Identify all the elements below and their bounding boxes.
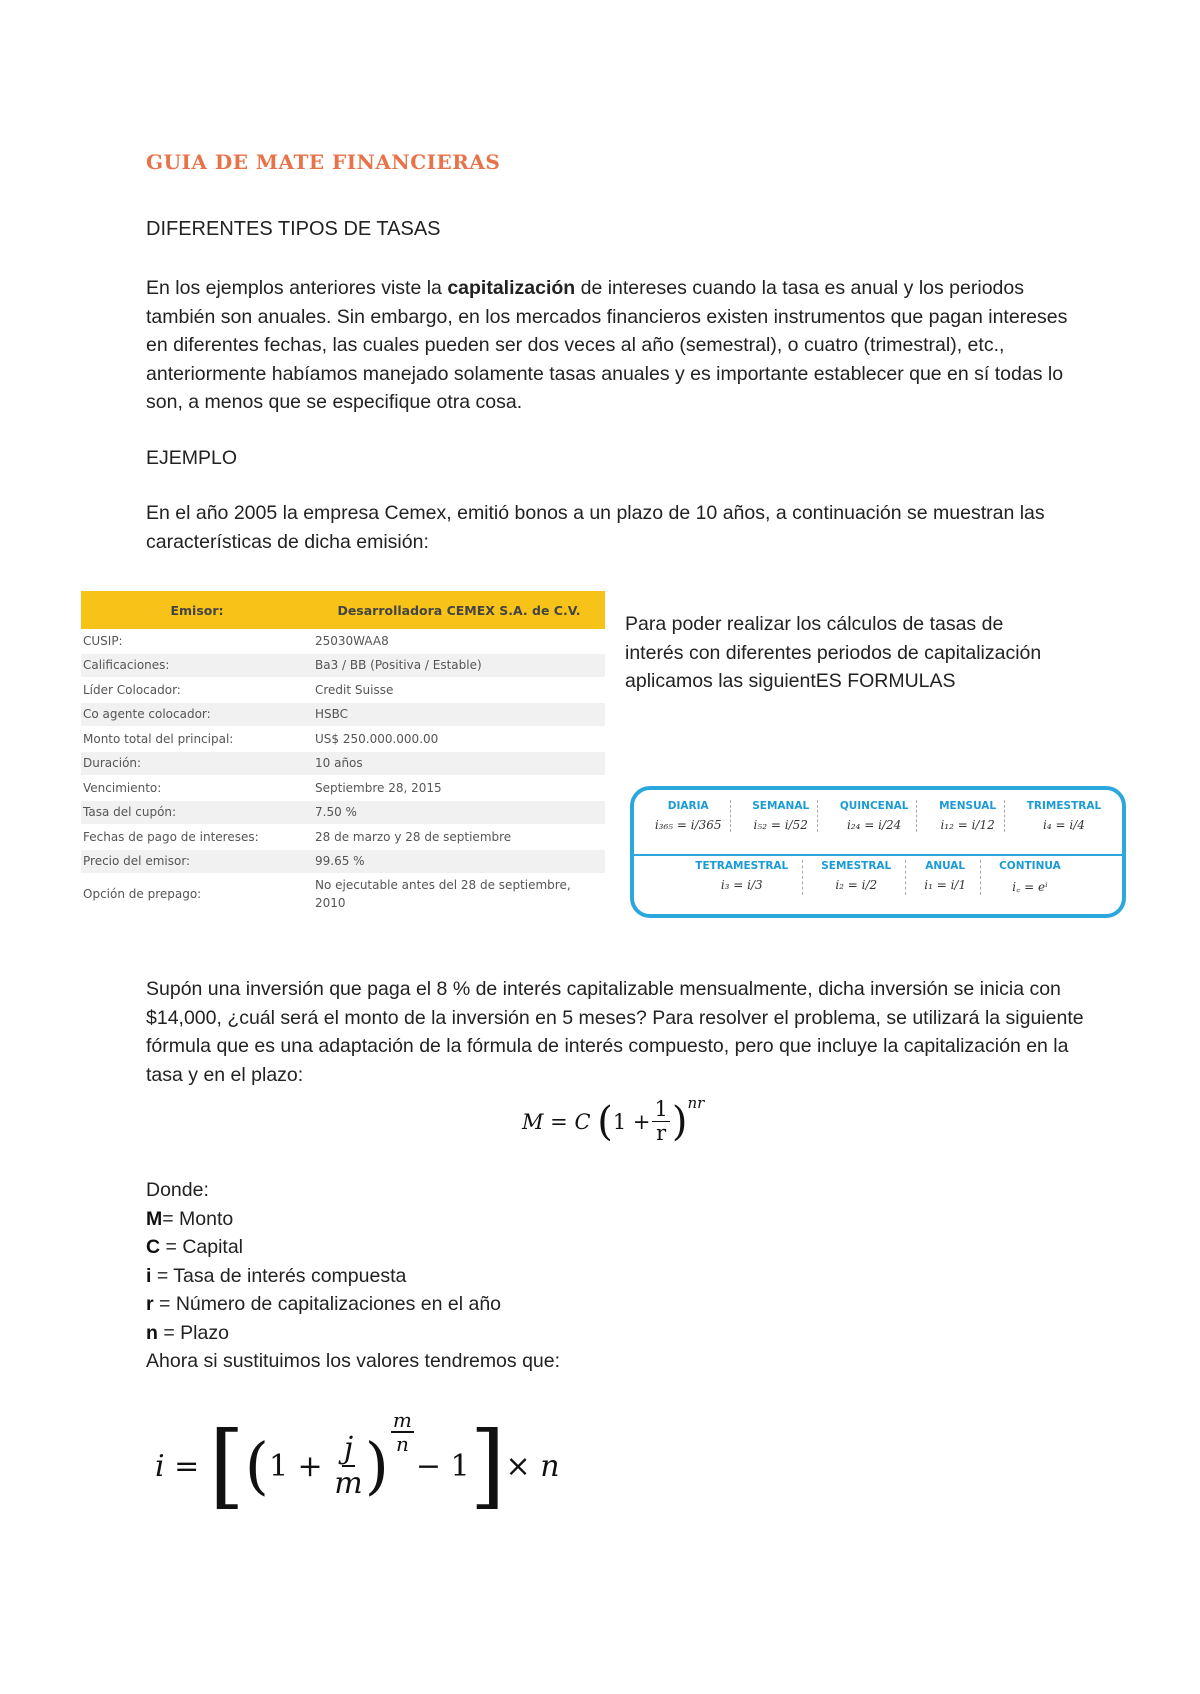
row-value: 99.65 % bbox=[313, 849, 605, 874]
formula-i-lhs: i = bbox=[155, 1448, 200, 1484]
fraction-denominator: r bbox=[656, 1121, 667, 1146]
equivalent-rate-formula bbox=[155, 1408, 560, 1519]
rate-formula: i₂₄ = i/24 bbox=[846, 818, 902, 832]
rate-label: TETRAMESTRAL bbox=[695, 860, 789, 872]
bond-table-header bbox=[81, 591, 605, 629]
fraction-numerator: j bbox=[343, 1431, 354, 1466]
table-row bbox=[81, 825, 605, 850]
row-value: Credit Suisse bbox=[313, 678, 605, 703]
exponent-fraction bbox=[391, 1409, 414, 1455]
row-key: CUSIP: bbox=[81, 629, 313, 653]
formula-i-fraction bbox=[334, 1432, 362, 1500]
table-row bbox=[81, 702, 605, 727]
definitions-list bbox=[146, 1176, 560, 1376]
exponent-numerator: m bbox=[392, 1408, 412, 1432]
definition-symbol: r bbox=[146, 1293, 154, 1315]
rate-cell-continuous bbox=[985, 860, 1075, 895]
right-bracket: ] bbox=[469, 1412, 506, 1519]
rate-label: MENSUAL bbox=[939, 800, 997, 812]
rate-label: ANUAL bbox=[925, 860, 966, 872]
definitions-heading: Donde: bbox=[146, 1179, 209, 1201]
table-row bbox=[81, 678, 605, 703]
formula-lhs: M = C bbox=[522, 1109, 591, 1134]
left-bracket: [ bbox=[208, 1412, 245, 1519]
rate-formula: i₃₆₅ = i/365 bbox=[654, 818, 722, 832]
rate-card-divider bbox=[634, 854, 1122, 856]
row-value: Ba3 / BB (Positiva / Estable) bbox=[313, 653, 605, 678]
row-value: 28 de marzo y 28 de septiembre bbox=[313, 825, 605, 850]
rate-row-2 bbox=[640, 860, 1116, 895]
list-item bbox=[146, 1205, 560, 1234]
section-heading: DIFERENTES TIPOS DE TASAS bbox=[146, 218, 441, 240]
table-row bbox=[81, 727, 605, 752]
rate-cell-four-monthly bbox=[681, 860, 803, 895]
right-paren: ) bbox=[364, 1429, 389, 1502]
definition-text: = Monto bbox=[162, 1207, 234, 1230]
page-title: GUIA DE MATE FINANCIERAS bbox=[146, 150, 501, 174]
row-value: Septiembre 28, 2015 bbox=[313, 776, 605, 801]
table-row bbox=[81, 800, 605, 825]
row-key: Precio del emisor: bbox=[81, 849, 313, 874]
rate-cell-biweekly bbox=[832, 800, 918, 832]
rate-label: TRIMESTRAL bbox=[1026, 800, 1102, 812]
list-item bbox=[146, 1233, 560, 1262]
row-key: Tasa del cupón: bbox=[81, 800, 313, 825]
table-row bbox=[81, 849, 605, 874]
row-key: Fechas de pago de intereses: bbox=[81, 825, 313, 850]
row-key: Vencimiento: bbox=[81, 776, 313, 801]
exponent-denominator: n bbox=[395, 1432, 409, 1456]
rate-label: QUINCENAL bbox=[839, 800, 909, 812]
row-key: Calificaciones: bbox=[81, 653, 313, 678]
table-row bbox=[81, 776, 605, 801]
rate-label: SEMANAL bbox=[752, 800, 810, 812]
definition-symbol: M bbox=[146, 1207, 163, 1230]
rate-formula: i₅₂ = i/52 bbox=[753, 818, 808, 832]
row-value: No ejecutable antes del 28 de septiembre, 2010 bbox=[313, 874, 605, 915]
intro-text-after: de intereses cuando la tasa es anual y los periodos también son anuales. Sin embargo, en los mercados financieros existen instrumentos que pagan intereses en diferentes fechas, las cuales pueden ser dos veces al año (semestral), o cuatro (trimestral), etc., anteriormente habíamos manejado solamente tasas anuales y es importante establecer que en sí todas lo son, a menos que se especifique otra cosa. bbox=[146, 277, 1068, 413]
row-key: Líder Colocador: bbox=[81, 678, 313, 703]
row-value: US$ 250.000.000.00 bbox=[313, 727, 605, 752]
left-paren: ( bbox=[244, 1429, 269, 1502]
table-row bbox=[81, 751, 605, 776]
rate-cell-daily bbox=[647, 800, 731, 832]
definition-text: = Plazo bbox=[157, 1321, 229, 1344]
row-value: 10 años bbox=[313, 751, 605, 776]
formula-fraction bbox=[652, 1098, 669, 1145]
example2-paragraph: Supón una inversión que paga el 8 % de interés capitalizable mensualmente, dicha inversión se inicia con $14,000, ¿cuál será el monto de la inversión en 5 meses? Para resolver el problema, se utilizará la siguiente fórmula que es una adaptación de la fórmula de interés compuesto, pero que incluye la capitalización en la tasa y en el plazo: bbox=[146, 978, 1084, 1086]
row-value: 25030WAA8 bbox=[313, 629, 605, 653]
right-paren: ) bbox=[671, 1098, 688, 1145]
rate-label: SEMESTRAL bbox=[821, 860, 892, 872]
formula-i-times: × n bbox=[505, 1448, 560, 1484]
list-item bbox=[146, 1290, 560, 1319]
rate-label: CONTINUA bbox=[999, 860, 1061, 872]
formula-exponent: nr bbox=[687, 1094, 705, 1112]
bond-header-value: Desarrolladora CEMEX S.A. de C.V. bbox=[313, 591, 605, 629]
table-row bbox=[81, 653, 605, 678]
rate-formulas-card bbox=[630, 786, 1126, 918]
formula-i-minus-one: − 1 bbox=[415, 1448, 470, 1484]
rate-formula: i₁ = i/1 bbox=[924, 878, 967, 892]
bond-table bbox=[81, 591, 605, 915]
row-key: Monto total del principal: bbox=[81, 727, 313, 752]
definitions-closing: Ahora si sustituimos los valores tendremos que: bbox=[146, 1350, 561, 1372]
definition-symbol: C bbox=[146, 1236, 161, 1258]
row-key: Co agente colocador: bbox=[81, 702, 313, 727]
row-value: HSBC bbox=[313, 702, 605, 727]
intro-text-before: En los ejemplos anteriores viste la bbox=[146, 277, 448, 299]
rate-cell-quarterly bbox=[1019, 800, 1109, 832]
formula-i-exponent bbox=[389, 1408, 416, 1455]
rate-formula: i₃ = i/3 bbox=[720, 878, 763, 892]
intro-paragraph bbox=[146, 274, 1086, 417]
rate-formula: i₄ = i/4 bbox=[1043, 818, 1085, 832]
bond-header-key: Emisor: bbox=[81, 591, 313, 629]
definition-text: = Tasa de interés compuesta bbox=[151, 1264, 407, 1287]
rate-formula: i꜀ = eⁱ bbox=[1012, 880, 1048, 894]
fraction-numerator: 1 bbox=[654, 1097, 668, 1121]
example-heading: EJEMPLO bbox=[146, 447, 238, 469]
rate-cell-annual bbox=[910, 860, 981, 895]
intro-bold-term: capitalización bbox=[447, 277, 576, 299]
formulas-intro-text: Para poder realizar los cálculos de tasas de interés con diferentes periodos de capitalización aplicamos las siguientES FORMULAS bbox=[625, 613, 1042, 692]
row-key: Duración: bbox=[81, 751, 313, 776]
rate-cell-monthly bbox=[931, 800, 1005, 832]
definition-symbol: i bbox=[146, 1264, 152, 1287]
list-item bbox=[146, 1262, 560, 1291]
row-value: 7.50 % bbox=[313, 800, 605, 825]
rate-row-1 bbox=[640, 800, 1116, 832]
definition-text: = Capital bbox=[160, 1236, 244, 1258]
table-row bbox=[81, 874, 605, 915]
rate-formula: i₂ = i/2 bbox=[835, 878, 878, 892]
formula-i-one-plus: 1 + bbox=[268, 1448, 323, 1484]
definition-text: = Número de capitalizaciones en el año bbox=[153, 1293, 502, 1315]
rate-label: DIARIA bbox=[667, 800, 709, 812]
compound-interest-formula bbox=[522, 1094, 705, 1146]
cemex-paragraph: En el año 2005 la empresa Cemex, emitió bonos a un plazo de 10 años, a continuación se muestran las características de dicha emisión: bbox=[146, 502, 1045, 553]
rate-cell-weekly bbox=[744, 800, 818, 832]
definition-symbol: n bbox=[146, 1321, 158, 1344]
rate-formula: i₁₂ = i/12 bbox=[940, 818, 995, 832]
formula-one-plus: 1 + bbox=[612, 1109, 651, 1134]
fraction-denominator: m bbox=[334, 1466, 363, 1501]
row-key: Opción de prepago: bbox=[81, 874, 313, 915]
rate-cell-semiannual bbox=[807, 860, 906, 895]
left-paren: ( bbox=[597, 1098, 613, 1145]
list-item bbox=[146, 1319, 560, 1348]
table-row bbox=[81, 629, 605, 653]
